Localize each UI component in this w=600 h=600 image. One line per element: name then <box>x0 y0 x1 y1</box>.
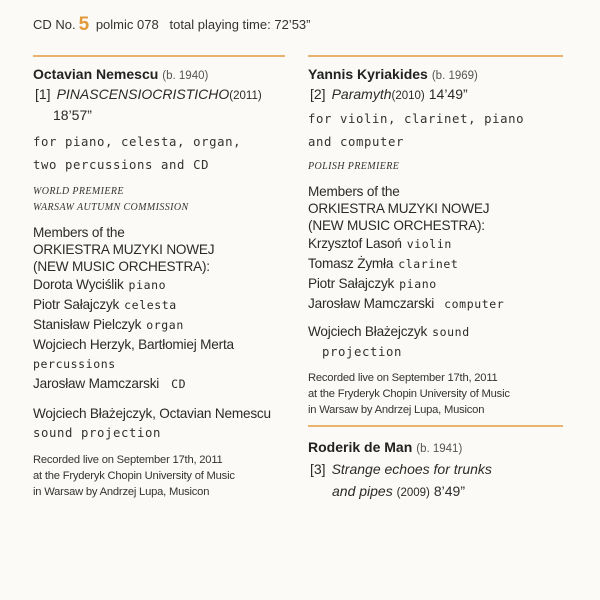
recording-line: in Warsaw by Andrzej Lupa, Musicon <box>33 486 210 498</box>
ensemble-line: ORKIESTRA MUZYKI NOWEJ <box>33 242 215 257</box>
sound-projection <box>308 322 573 342</box>
performer <box>33 275 295 295</box>
track-index: [2] <box>310 86 326 102</box>
performer <box>308 294 573 314</box>
cd-label: CD No. <box>33 17 76 32</box>
track-index: [3] <box>310 461 326 477</box>
sound-projection-names: Wojciech Błażejczyk, Octavian Nemescu <box>33 406 271 421</box>
left-column <box>33 66 295 500</box>
ensemble <box>308 183 573 234</box>
performer <box>33 335 295 354</box>
recording-line: Recorded live on September 17th, 2011 <box>308 372 498 384</box>
premiere-line: WORLD PREMIERE <box>33 186 124 197</box>
ensemble-line: (NEW MUSIC ORCHESTRA): <box>308 218 485 233</box>
composer-name <box>308 66 573 82</box>
composer-name <box>308 439 573 455</box>
premiere-line: WARSAW AUTUMN COMMISSION <box>33 202 189 213</box>
work-title <box>35 86 295 102</box>
composer-text: Roderik de Man <box>308 439 413 455</box>
sound-projection-role: sound <box>432 325 470 339</box>
performer-name: Wojciech Herzyk, Bartłomiej Merta <box>33 337 234 352</box>
sound-projection-role: sound projection <box>33 426 162 440</box>
work-duration: 8’49” <box>433 483 465 499</box>
performer-role: piano <box>128 278 167 292</box>
performer-role: CD <box>171 377 187 391</box>
right-column <box>308 66 573 499</box>
ensemble-line: (NEW MUSIC ORCHESTRA): <box>33 259 210 274</box>
performer-role: piano <box>399 277 437 291</box>
ensemble-line: Members of the <box>308 184 400 199</box>
recording-info <box>308 370 573 418</box>
performer-name: Krzysztof Lasoń <box>308 236 402 251</box>
title-text: PINASCENSIOCRISTICHO <box>56 86 230 102</box>
top-rule-left <box>33 55 285 57</box>
instrumentation-line: for violin, clarinet, piano <box>308 112 525 126</box>
top-rule-right <box>308 55 563 57</box>
recording-info <box>33 452 295 500</box>
sound-projection-name: Wojciech Błażejczyk <box>308 324 428 339</box>
work-duration: 14’49” <box>428 86 468 102</box>
performer <box>308 234 573 254</box>
performer <box>33 354 295 374</box>
composer-text: Yannis Kyriakides <box>308 66 428 82</box>
instrumentation <box>308 108 573 154</box>
playing-time-label: total playing time: <box>169 17 271 32</box>
recording-line: at the Fryderyk Chopin University of Music <box>308 388 510 400</box>
instrumentation-line: for piano, celesta, organ, <box>33 135 242 149</box>
performer-role: computer <box>444 297 505 311</box>
performer-role: percussions <box>33 357 116 371</box>
composer-born: (b. 1969) <box>431 70 478 82</box>
performer-name: Tomasz Żymła <box>308 256 394 271</box>
premiere-note <box>33 184 295 216</box>
performer-name: Jarosław Mamczarski <box>308 296 435 311</box>
performer <box>308 254 573 274</box>
performer <box>308 274 573 294</box>
performer-role: celesta <box>124 298 177 312</box>
work-year: (2010) <box>391 90 425 102</box>
performer-name: Piotr Sałajczyk <box>308 276 395 291</box>
catalog-number: polmic 078 <box>95 17 159 32</box>
work-title <box>310 461 573 477</box>
title-text: and pipes <box>332 483 393 499</box>
performer-name: Jarosław Mamczarski <box>33 376 160 391</box>
performer-role: organ <box>146 318 184 332</box>
section-divider <box>308 425 563 427</box>
performer-list <box>308 234 573 314</box>
composer-text: Octavian Nemescu <box>33 66 159 82</box>
track-index: [1] <box>35 86 51 102</box>
recording-line: in Warsaw by Andrzej Lupa, Musicon <box>308 404 485 416</box>
performer-name: Piotr Sałajczyk <box>33 297 120 312</box>
performer-name: Stanisław Pielczyk <box>33 317 142 332</box>
ensemble-line: ORKIESTRA MUZYKI NOWEJ <box>308 201 490 216</box>
performer-role: clarinet <box>398 257 459 271</box>
performer <box>33 315 295 335</box>
performer <box>33 374 295 394</box>
title-text: Strange echoes for trunks <box>331 461 492 477</box>
performer-name: Dorota Wyciślik <box>33 277 124 292</box>
performer-role: violin <box>406 237 452 251</box>
work-year: (2011) <box>229 90 262 102</box>
ensemble-line: Members of the <box>33 225 125 240</box>
composer-born: (b. 1941) <box>416 443 463 455</box>
work-year: (2009) <box>396 487 430 499</box>
recording-line: at the Fryderyk Chopin University of Music <box>33 470 235 482</box>
composer-name <box>33 66 295 82</box>
playing-time: 72’53” <box>274 17 311 32</box>
recording-line: Recorded live on September 17th, 2011 <box>33 454 223 466</box>
work-title <box>310 86 573 102</box>
composer-born: (b. 1940) <box>162 70 209 82</box>
performer-list <box>33 275 295 394</box>
cd-header <box>33 14 310 36</box>
performer <box>33 295 295 315</box>
instrumentation-line: and computer <box>308 135 405 149</box>
premiere-note: POLISH PREMIERE <box>308 161 400 172</box>
title-text: Paramyth <box>331 86 392 102</box>
instrumentation-line: two percussions and CD <box>33 158 210 172</box>
instrumentation <box>33 131 295 177</box>
work-duration: 18’57” <box>53 107 92 123</box>
cd-number: 5 <box>78 14 90 35</box>
sound-projection-role-cont: projection <box>322 345 403 359</box>
ensemble <box>33 224 295 275</box>
work-title-cont <box>332 483 573 499</box>
